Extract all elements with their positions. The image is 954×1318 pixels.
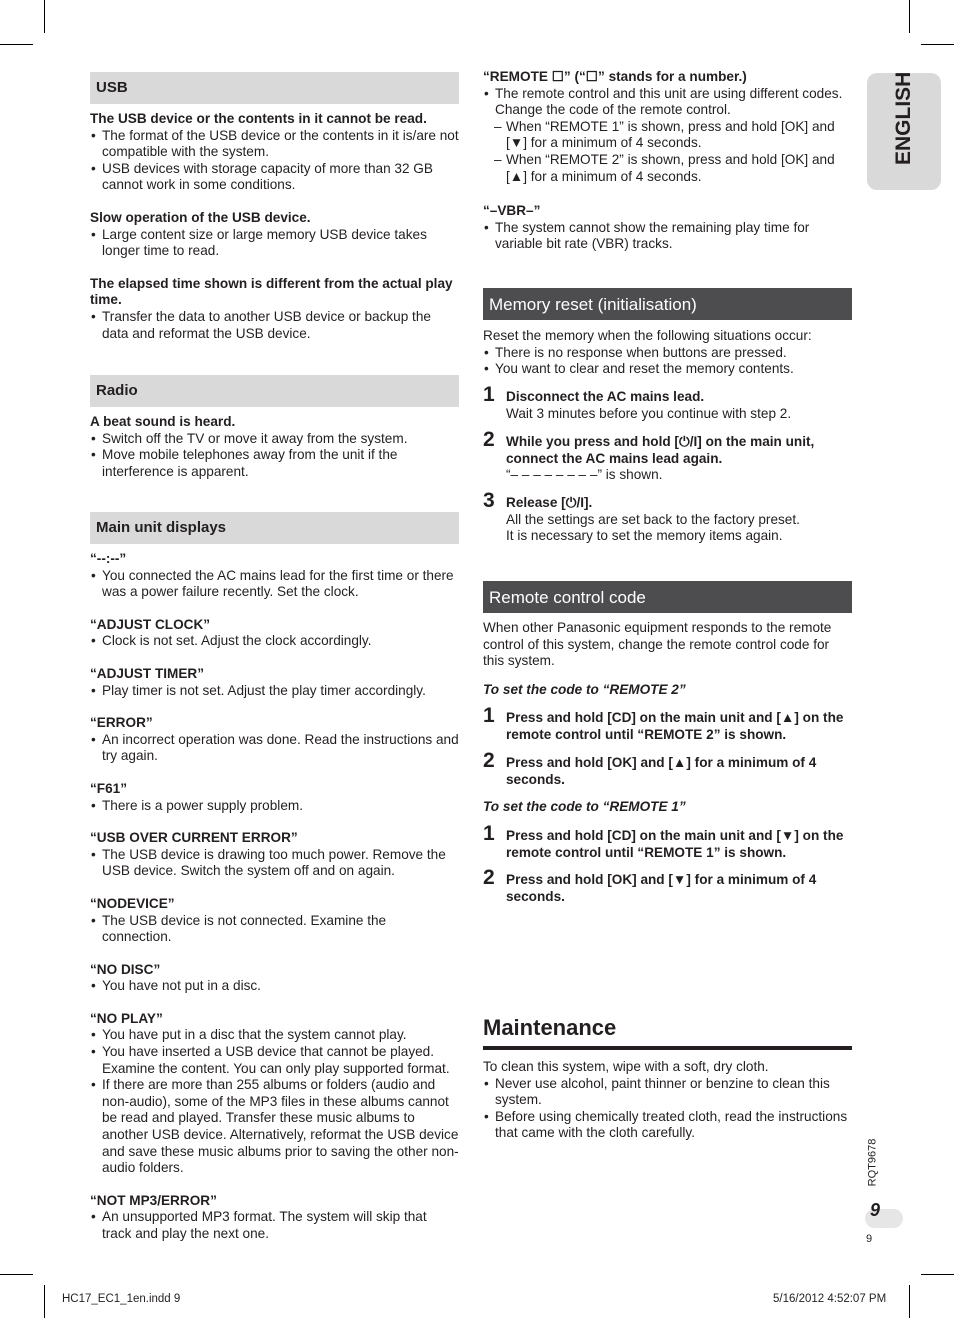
display-item-bullet: • Clock is not set. Adjust the clock accordingly.: [90, 633, 459, 650]
display-item-heading: “ERROR”: [90, 715, 153, 731]
usb-bullet: • Large content size or large memory USB device takes longer time to read.: [90, 227, 459, 260]
remote-bullet: • The remote control and this unit are using different codes. Change the code of the remote control.: [483, 86, 852, 119]
language-tab: [867, 73, 941, 190]
display-item: [90, 781, 459, 814]
display-item-bullet: • If there are more than 255 albums or folders (audio and non-audio), some of the MP3 files in these albums cannot be read and played. Transfer these music albums to another USB device. Alternatively, reformat the USB device and save these music albums prior to saving the other non-audio folders.: [90, 1077, 459, 1177]
usb-section: [90, 111, 459, 342]
step-instruction: Press and hold [CD] on the main unit and [▲] on the remote control until “REMOTE 2” is shown.: [506, 710, 844, 742]
remote-1-subheading: To set the code to “REMOTE 1”: [483, 799, 686, 814]
display-item-heading: “USB OVER CURRENT ERROR”: [90, 830, 298, 846]
crop-mark: [0, 1274, 33, 1275]
display-item: [90, 962, 459, 995]
memory-bullet: • There is no response when buttons are pressed.: [483, 345, 852, 362]
display-item: [90, 666, 459, 699]
document-code: RQT9678: [866, 1138, 879, 1187]
remote-message-heading: “REMOTE ☐” (“☐” stands for a number.): [483, 69, 747, 84]
crop-mark: [44, 0, 45, 33]
display-item-heading: “NO DISC”: [90, 961, 161, 977]
usb-bullet: • The format of the USB device or the contents in it is/are not compatible with the system.: [90, 128, 459, 161]
display-item-bullet: • The USB device is not connected. Examine the connection.: [90, 913, 459, 946]
footer-filename: HC17_EC1_1en.indd 9: [62, 1293, 181, 1305]
crop-mark: [909, 0, 910, 33]
radio-section-header: Radio: [90, 375, 459, 407]
display-item-heading: “ADJUST TIMER”: [90, 665, 205, 681]
display-item-bullet: • An unsupported MP3 format. The system will skip that track and play the next one.: [90, 1209, 459, 1242]
display-item-heading: “F61”: [90, 780, 128, 796]
display-item-bullet: • You have put in a disc that the system cannot play.: [90, 1027, 459, 1044]
maintenance-section: [483, 1059, 852, 1142]
vbr-bullet: • The system cannot show the remaining play time for variable bit rate (VBR) tracks.: [483, 220, 852, 253]
step-note: Wait 3 minutes before you continue with step 2.: [506, 405, 792, 421]
crop-mark: [921, 44, 954, 45]
display-item-bullet: • You have not put in a disc.: [90, 978, 459, 995]
display-item: [90, 1011, 459, 1177]
maintenance-bullet: • Never use alcohol, paint thinner or benzine to clean this system.: [483, 1076, 852, 1109]
usb-heading-3: The elapsed time shown is different from the actual play time.: [90, 275, 453, 308]
maintenance-bullet: • Before using chemically treated cloth, read the instructions that came with the cloth carefully.: [483, 1109, 852, 1142]
memory-intro: Reset the memory when the following situations occur:: [483, 328, 812, 343]
step-number: 3: [483, 489, 495, 512]
memory-reset-header: Memory reset (initialisation): [483, 288, 852, 320]
page-badge-number: 9: [870, 1200, 881, 1220]
remote-dash-item: – When “REMOTE 2” is shown, press and hold [OK] and [▲] for a minimum of 4 seconds.: [483, 152, 852, 185]
remote-1-step-1: [483, 822, 852, 861]
display-item: [90, 715, 459, 765]
step-number: 1: [483, 383, 495, 406]
display-item: [90, 830, 459, 880]
right-column: [483, 69, 852, 1169]
remote-code-intro: When other Panasonic equipment responds to the remote control of this system, change the remote control code for this system.: [483, 620, 832, 669]
display-item-bullet: • The USB device is drawing too much power. Remove the USB device. Switch the system off and on again.: [90, 847, 459, 880]
displays-section: [90, 551, 459, 1243]
memory-bullet: • You want to clear and reset the memory contents.: [483, 361, 852, 378]
usb-section-header: USB: [90, 72, 459, 104]
memory-step-1: [483, 383, 852, 422]
remote-code-header: Remote control code: [483, 581, 852, 613]
step-instruction: While you press and hold [⏻/I] on the main unit, connect the AC mains lead again.: [506, 434, 815, 466]
maintenance-title: Maintenance: [483, 1015, 617, 1040]
memory-reset-section: [483, 328, 852, 378]
step-number: 1: [483, 822, 495, 845]
display-item-heading: “NODEVICE”: [90, 895, 175, 911]
remote-1-step-2: [483, 866, 852, 905]
maintenance-rule: [483, 1046, 852, 1050]
step-note: All the settings are set back to the factory preset.: [506, 511, 800, 527]
crop-mark: [909, 1285, 910, 1318]
step-note: “– – – – – – – –” is shown.: [506, 467, 663, 483]
radio-bullet: • Move mobile telephones away from the unit if the interference is apparent.: [90, 447, 459, 480]
display-item: [90, 896, 459, 946]
memory-step-3: [483, 489, 852, 545]
step-note: It is necessary to set the memory items again.: [506, 528, 783, 544]
radio-heading: A beat sound is heard.: [90, 414, 236, 429]
memory-step-2: [483, 428, 852, 484]
step-number: 1: [483, 704, 495, 727]
usb-bullet: • Transfer the data to another USB device or backup the data and reformat the USB device.: [90, 309, 459, 342]
crop-mark: [0, 44, 33, 45]
step-instruction: Press and hold [OK] and [▲] for a minimum of 4 seconds.: [506, 755, 817, 787]
step-number: 2: [483, 749, 495, 772]
display-item-bullet: • You connected the AC mains lead for the first time or there was a power failure recently. Set the clock.: [90, 568, 459, 601]
crop-mark: [921, 1274, 954, 1275]
display-item-heading: “NOT MP3/ERROR”: [90, 1192, 217, 1208]
step-instruction: Press and hold [CD] on the main unit and [▼] on the remote control until “REMOTE 1” is shown.: [506, 828, 844, 860]
usb-heading-2: Slow operation of the USB device.: [90, 209, 311, 225]
usb-bullet: • USB devices with storage capacity of more than 32 GB cannot work in some conditions.: [90, 161, 459, 194]
crop-mark: [44, 1285, 45, 1318]
remote-code-section: [483, 620, 852, 670]
step-number: 2: [483, 866, 495, 889]
step-instruction: Release [⏻/I].: [506, 495, 593, 510]
footer-datetime: 5/16/2012 4:52:07 PM: [773, 1293, 887, 1305]
left-column: [90, 72, 459, 1252]
display-item: [90, 551, 459, 601]
page-number: 9: [866, 1233, 873, 1245]
radio-bullet: • Switch off the TV or move it away from the system.: [90, 431, 459, 448]
displays-section-header: Main unit displays: [90, 512, 459, 544]
step-instruction: Press and hold [OK] and [▼] for a minimum of 4 seconds.: [506, 872, 817, 904]
remote-2-subheading: To set the code to “REMOTE 2”: [483, 682, 686, 697]
maintenance-intro: To clean this system, wipe with a soft, dry cloth.: [483, 1059, 769, 1074]
display-item: [90, 1193, 459, 1243]
step-number: 2: [483, 428, 495, 451]
usb-heading-1: The USB device or the contents in it cannot be read.: [90, 111, 427, 126]
display-item-heading: “ADJUST CLOCK”: [90, 616, 211, 632]
display-item-bullet: • Play timer is not set. Adjust the play timer accordingly.: [90, 683, 459, 700]
step-instruction: Disconnect the AC mains lead.: [506, 389, 705, 404]
remote-dash-item: – When “REMOTE 1” is shown, press and hold [OK] and [▼] for a minimum of 4 seconds.: [483, 119, 852, 152]
remote-2-step-2: [483, 749, 852, 788]
vbr-section: [483, 203, 852, 253]
remote-message-section: [483, 69, 852, 185]
display-item: [90, 617, 459, 650]
radio-section: [90, 414, 459, 480]
vbr-heading: “–VBR–”: [483, 203, 541, 218]
display-item-heading: “--:--”: [90, 551, 127, 566]
display-item-bullet: • There is a power supply problem.: [90, 798, 459, 815]
display-item-bullet: • An incorrect operation was done. Read the instructions and try again.: [90, 732, 459, 765]
remote-2-step-1: [483, 704, 852, 743]
display-item-bullet: • You have inserted a USB device that cannot be played. Examine the content. You can only play supported format.: [90, 1044, 459, 1077]
display-item-heading: “NO PLAY”: [90, 1010, 163, 1026]
language-label: ENGLISH: [892, 71, 915, 165]
